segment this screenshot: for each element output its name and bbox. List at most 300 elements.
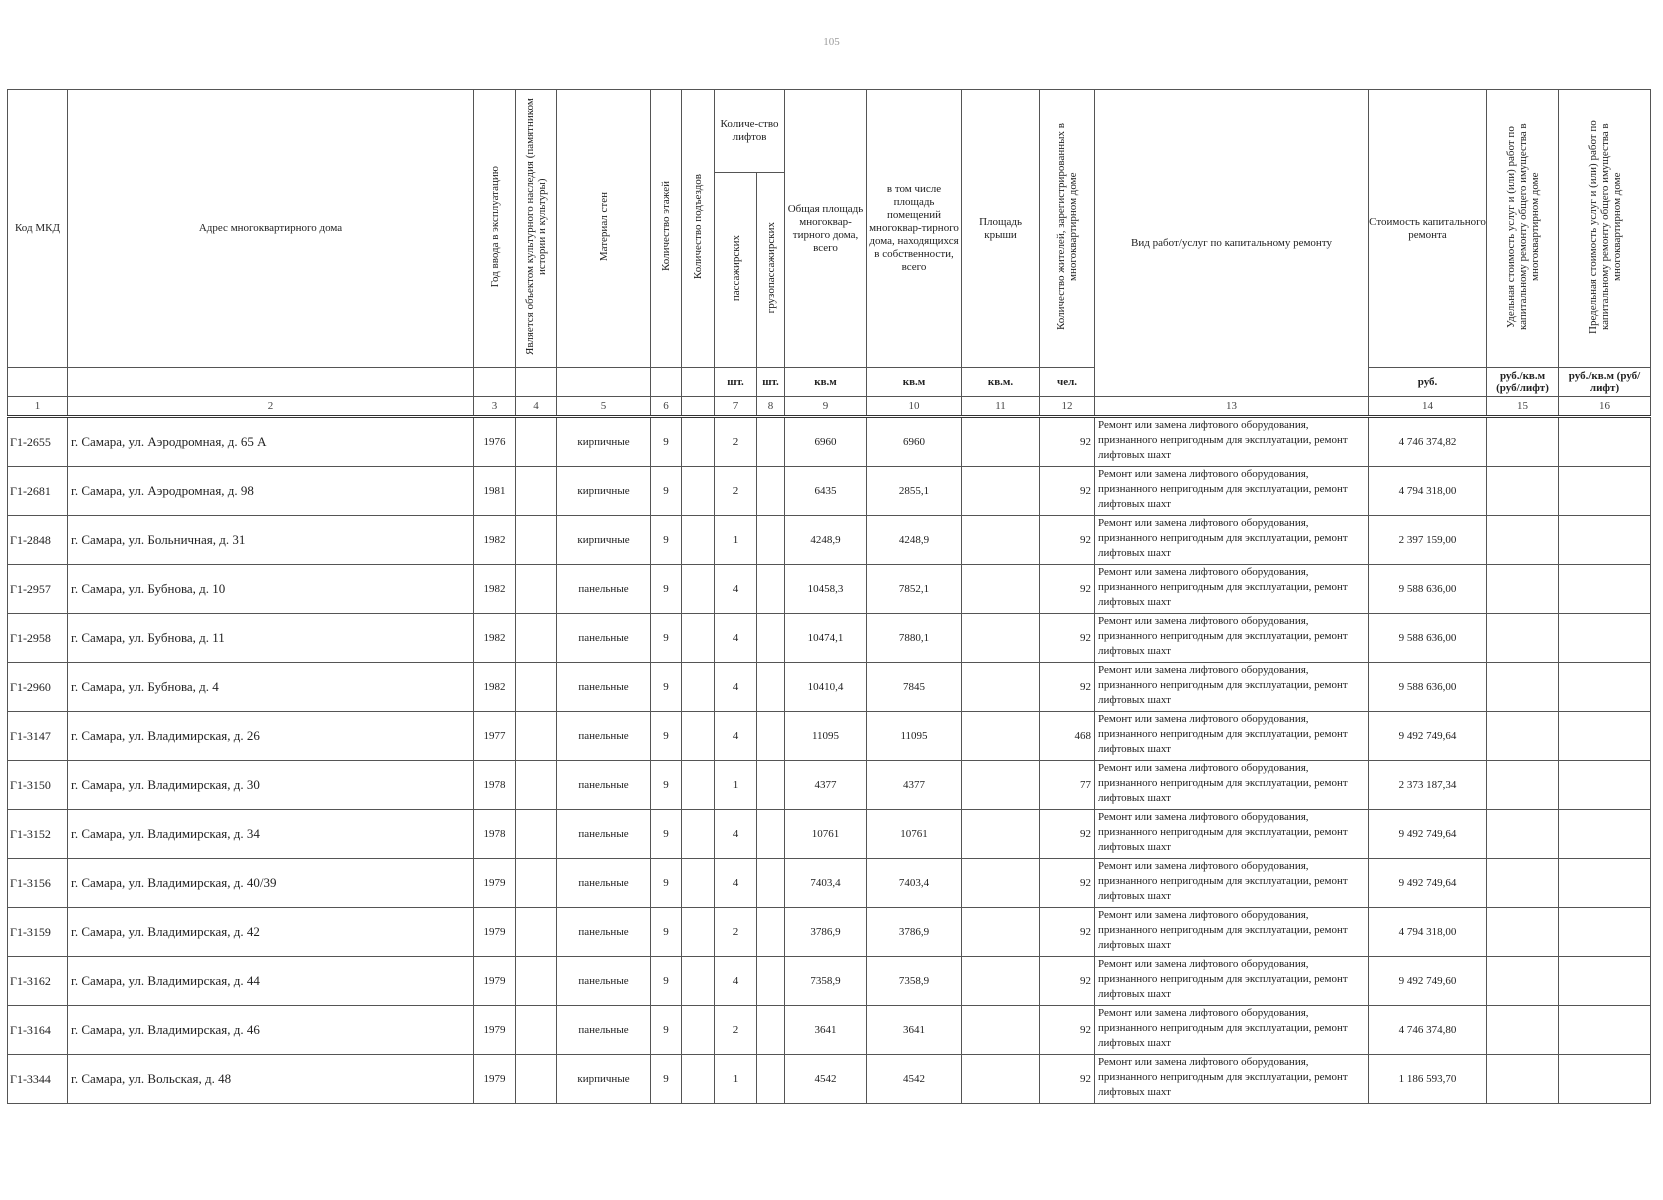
header-entrances xyxy=(682,90,715,368)
cell-owned-area: 4542 xyxy=(867,1055,962,1104)
cell-roof-area xyxy=(962,712,1040,761)
column-numbers-row xyxy=(8,397,1651,417)
unit-sqm-owned: кв.м xyxy=(867,368,962,397)
cell-passenger-elevators: 2 xyxy=(715,908,757,957)
cell-material: кирпичные xyxy=(557,417,651,467)
cell-passenger-elevators: 4 xyxy=(715,859,757,908)
header-cost: Стоимость капитального ремонта xyxy=(1369,90,1487,368)
cell-work-type: Ремонт или замена лифтового оборудования, признанного непригодным для эксплуатации, ремонт лифтовых шахт xyxy=(1095,1006,1369,1055)
header-address: Адрес многоквартирного дома xyxy=(68,90,474,368)
cell-year: 1982 xyxy=(474,516,516,565)
cell-residents: 468 xyxy=(1040,712,1095,761)
header-passenger-text: пассажирских xyxy=(729,234,742,302)
header-max-cost-text: Предельная стоимость услуг и (или) работ по капитальному ремонту общего имущества в многоквартирном доме xyxy=(1586,119,1623,334)
cell-address: г. Самара, ул. Владимирская, д. 40/39 xyxy=(68,859,474,908)
cell-floors: 9 xyxy=(651,417,682,467)
cell-total-area: 10761 xyxy=(785,810,867,859)
cell-floors: 9 xyxy=(651,957,682,1006)
cell-roof-area xyxy=(962,614,1040,663)
cell-entrances xyxy=(682,1006,715,1055)
cell-address: г. Самара, ул. Аэродромная, д. 98 xyxy=(68,467,474,516)
cell-max-cost xyxy=(1559,1055,1651,1104)
cell-passenger-elevators: 4 xyxy=(715,810,757,859)
cell-address: г. Самара, ул. Бубнова, д. 10 xyxy=(68,565,474,614)
cell-work-type: Ремонт или замена лифтового оборудования, признанного непригодным для эксплуатации, ремонт лифтовых шахт xyxy=(1095,663,1369,712)
cell-residents: 92 xyxy=(1040,908,1095,957)
cell-unit-cost xyxy=(1487,908,1559,957)
cell-floors: 9 xyxy=(651,908,682,957)
cell-cost: 1 186 593,70 xyxy=(1369,1055,1487,1104)
unit-pcs-freight: шт. xyxy=(757,368,785,397)
cell-passenger-elevators: 4 xyxy=(715,614,757,663)
cell-material: панельные xyxy=(557,859,651,908)
unit-empty xyxy=(8,368,68,397)
cell-passenger-elevators: 4 xyxy=(715,957,757,1006)
cell-max-cost xyxy=(1559,565,1651,614)
header-heritage-text: Является объектом культурного наследия (памятником истории и культуры) xyxy=(524,98,548,355)
cell-passenger-elevators: 2 xyxy=(715,467,757,516)
cell-entrances xyxy=(682,417,715,467)
table-row xyxy=(8,712,1651,761)
cell-material: панельные xyxy=(557,663,651,712)
column-number: 8 xyxy=(757,397,785,417)
cell-heritage xyxy=(516,712,557,761)
cell-roof-area xyxy=(962,810,1040,859)
cell-material: кирпичные xyxy=(557,516,651,565)
cell-unit-cost xyxy=(1487,1055,1559,1104)
header-freight-text: грузопассажирских xyxy=(764,222,777,314)
capital-repair-table xyxy=(7,89,1651,1104)
cell-total-area: 6960 xyxy=(785,417,867,467)
cell-work-type: Ремонт или замена лифтового оборудования, признанного непригодным для эксплуатации, ремонт лифтовых шахт xyxy=(1095,417,1369,467)
cell-residents: 77 xyxy=(1040,761,1095,810)
cell-entrances xyxy=(682,712,715,761)
column-number: 13 xyxy=(1095,397,1369,417)
cell-code: Г1-2681 xyxy=(8,467,68,516)
cell-unit-cost xyxy=(1487,712,1559,761)
cell-code: Г1-3164 xyxy=(8,1006,68,1055)
cell-owned-area: 4377 xyxy=(867,761,962,810)
cell-passenger-elevators: 4 xyxy=(715,663,757,712)
cell-roof-area xyxy=(962,957,1040,1006)
cell-total-area: 7358,9 xyxy=(785,957,867,1006)
cell-cost: 4 746 374,82 xyxy=(1369,417,1487,467)
cell-code: Г1-3156 xyxy=(8,859,68,908)
unit-empty xyxy=(557,368,651,397)
cell-freight-elevators xyxy=(757,1055,785,1104)
cell-cost: 9 588 636,00 xyxy=(1369,614,1487,663)
cell-code: Г1-2960 xyxy=(8,663,68,712)
cell-freight-elevators xyxy=(757,516,785,565)
cell-address: г. Самара, ул. Бубнова, д. 4 xyxy=(68,663,474,712)
cell-roof-area xyxy=(962,761,1040,810)
column-number: 14 xyxy=(1369,397,1487,417)
cell-cost: 9 492 749,64 xyxy=(1369,712,1487,761)
cell-address: г. Самара, ул. Владимирская, д. 34 xyxy=(68,810,474,859)
unit-sqm-roof: кв.м. xyxy=(962,368,1040,397)
cell-owned-area: 6960 xyxy=(867,417,962,467)
page-number: 105 xyxy=(823,36,840,48)
cell-work-type: Ремонт или замена лифтового оборудования, признанного непригодным для эксплуатации, ремонт лифтовых шахт xyxy=(1095,712,1369,761)
cell-work-type: Ремонт или замена лифтового оборудования, признанного непригодным для эксплуатации, ремонт лифтовых шахт xyxy=(1095,1055,1369,1104)
cell-max-cost xyxy=(1559,859,1651,908)
cell-total-area: 3786,9 xyxy=(785,908,867,957)
column-number: 12 xyxy=(1040,397,1095,417)
cell-work-type: Ремонт или замена лифтового оборудования, признанного непригодным для эксплуатации, ремонт лифтовых шахт xyxy=(1095,467,1369,516)
cell-heritage xyxy=(516,908,557,957)
cell-residents: 92 xyxy=(1040,516,1095,565)
cell-passenger-elevators: 4 xyxy=(715,712,757,761)
cell-residents: 92 xyxy=(1040,1055,1095,1104)
cell-max-cost xyxy=(1559,810,1651,859)
header-wall-material xyxy=(557,90,651,368)
unit-empty xyxy=(516,368,557,397)
cell-residents: 92 xyxy=(1040,810,1095,859)
cell-owned-area: 10761 xyxy=(867,810,962,859)
header-work-type: Вид работ/услуг по капитальному ремонту xyxy=(1095,90,1369,397)
table-row xyxy=(8,417,1651,467)
cell-code: Г1-3147 xyxy=(8,712,68,761)
cell-work-type: Ремонт или замена лифтового оборудования, признанного непригодным для эксплуатации, ремонт лифтовых шахт xyxy=(1095,908,1369,957)
cell-owned-area: 7403,4 xyxy=(867,859,962,908)
cell-cost: 9 492 749,64 xyxy=(1369,859,1487,908)
cell-max-cost xyxy=(1559,712,1651,761)
cell-unit-cost xyxy=(1487,467,1559,516)
cell-material: панельные xyxy=(557,565,651,614)
cell-passenger-elevators: 1 xyxy=(715,516,757,565)
cell-freight-elevators xyxy=(757,663,785,712)
cell-work-type: Ремонт или замена лифтового оборудования, признанного непригодным для эксплуатации, ремонт лифтовых шахт xyxy=(1095,614,1369,663)
cell-max-cost xyxy=(1559,467,1651,516)
cell-entrances xyxy=(682,663,715,712)
table-row xyxy=(8,1055,1651,1104)
cell-code: Г1-3152 xyxy=(8,810,68,859)
cell-material: панельные xyxy=(557,1006,651,1055)
table-row xyxy=(8,810,1651,859)
cell-total-area: 6435 xyxy=(785,467,867,516)
cell-residents: 92 xyxy=(1040,859,1095,908)
cell-total-area: 4377 xyxy=(785,761,867,810)
cell-heritage xyxy=(516,565,557,614)
cell-entrances xyxy=(682,957,715,1006)
cell-cost: 4 794 318,00 xyxy=(1369,908,1487,957)
header-total-area: Общая площадь многоквар-тирного дома, всего xyxy=(785,90,867,368)
cell-floors: 9 xyxy=(651,614,682,663)
unit-empty xyxy=(651,368,682,397)
header-code: Код МКД xyxy=(8,90,68,368)
unit-rub: руб. xyxy=(1369,368,1487,397)
table-row xyxy=(8,467,1651,516)
cell-floors: 9 xyxy=(651,859,682,908)
cell-heritage xyxy=(516,957,557,1006)
column-number: 3 xyxy=(474,397,516,417)
header-heritage xyxy=(516,90,557,368)
unit-pcs-passenger: шт. xyxy=(715,368,757,397)
cell-address: г. Самара, ул. Вольская, д. 48 xyxy=(68,1055,474,1104)
column-number: 10 xyxy=(867,397,962,417)
cell-floors: 9 xyxy=(651,761,682,810)
cell-year: 1979 xyxy=(474,1055,516,1104)
cell-max-cost xyxy=(1559,908,1651,957)
cell-residents: 92 xyxy=(1040,663,1095,712)
cell-total-area: 10410,4 xyxy=(785,663,867,712)
cell-freight-elevators xyxy=(757,1006,785,1055)
cell-total-area: 4248,9 xyxy=(785,516,867,565)
cell-total-area: 11095 xyxy=(785,712,867,761)
cell-year: 1982 xyxy=(474,614,516,663)
cell-year: 1977 xyxy=(474,712,516,761)
column-number: 7 xyxy=(715,397,757,417)
cell-owned-area: 7358,9 xyxy=(867,957,962,1006)
cell-residents: 92 xyxy=(1040,417,1095,467)
cell-code: Г1-3162 xyxy=(8,957,68,1006)
cell-heritage xyxy=(516,810,557,859)
cell-heritage xyxy=(516,1006,557,1055)
header-freight xyxy=(757,173,785,368)
header-year-text: Год ввода в эксплуатацию xyxy=(488,165,501,288)
cell-total-area: 7403,4 xyxy=(785,859,867,908)
column-number: 16 xyxy=(1559,397,1651,417)
cell-max-cost xyxy=(1559,1006,1651,1055)
cell-code: Г1-2655 xyxy=(8,417,68,467)
cell-cost: 9 588 636,00 xyxy=(1369,565,1487,614)
table-row xyxy=(8,957,1651,1006)
cell-total-area: 10458,3 xyxy=(785,565,867,614)
cell-code: Г1-3159 xyxy=(8,908,68,957)
cell-floors: 9 xyxy=(651,1055,682,1104)
header-wall-material-text: Материал стен xyxy=(597,191,610,262)
unit-empty xyxy=(682,368,715,397)
cell-address: г. Самара, ул. Владимирская, д. 46 xyxy=(68,1006,474,1055)
cell-passenger-elevators: 1 xyxy=(715,761,757,810)
cell-address: г. Самара, ул. Владимирская, д. 30 xyxy=(68,761,474,810)
cell-unit-cost xyxy=(1487,417,1559,467)
cell-unit-cost xyxy=(1487,565,1559,614)
cell-unit-cost xyxy=(1487,859,1559,908)
cell-floors: 9 xyxy=(651,565,682,614)
cell-max-cost xyxy=(1559,417,1651,467)
cell-passenger-elevators: 2 xyxy=(715,417,757,467)
cell-cost: 9 588 636,00 xyxy=(1369,663,1487,712)
cell-material: панельные xyxy=(557,908,651,957)
cell-roof-area xyxy=(962,516,1040,565)
unit-sqm-total: кв.м xyxy=(785,368,867,397)
cell-address: г. Самара, ул. Больничная, д. 31 xyxy=(68,516,474,565)
cell-residents: 92 xyxy=(1040,467,1095,516)
cell-residents: 92 xyxy=(1040,614,1095,663)
table-row xyxy=(8,1006,1651,1055)
cell-entrances xyxy=(682,565,715,614)
cell-roof-area xyxy=(962,467,1040,516)
cell-address: г. Самара, ул. Владимирская, д. 26 xyxy=(68,712,474,761)
cell-max-cost xyxy=(1559,663,1651,712)
cell-passenger-elevators: 2 xyxy=(715,1006,757,1055)
cell-freight-elevators xyxy=(757,467,785,516)
cell-code: Г1-2958 xyxy=(8,614,68,663)
table-body xyxy=(8,397,1651,1104)
cell-floors: 9 xyxy=(651,516,682,565)
table-row xyxy=(8,908,1651,957)
cell-address: г. Самара, ул. Владимирская, д. 42 xyxy=(68,908,474,957)
cell-freight-elevators xyxy=(757,810,785,859)
header-max-cost xyxy=(1559,90,1651,368)
unit-rub-sqm-max: руб./кв.м (руб/лифт) xyxy=(1559,368,1651,397)
cell-freight-elevators xyxy=(757,957,785,1006)
header-owned-area: в том числе площадь помещений многоквар-тирного дома, находящихся в собственности, всего xyxy=(867,90,962,368)
cell-work-type: Ремонт или замена лифтового оборудования, признанного непригодным для эксплуатации, ремонт лифтовых шахт xyxy=(1095,859,1369,908)
cell-entrances xyxy=(682,810,715,859)
cell-cost: 9 492 749,60 xyxy=(1369,957,1487,1006)
cell-cost: 2 397 159,00 xyxy=(1369,516,1487,565)
cell-year: 1979 xyxy=(474,859,516,908)
cell-freight-elevators xyxy=(757,417,785,467)
cell-passenger-elevators: 1 xyxy=(715,1055,757,1104)
column-number: 11 xyxy=(962,397,1040,417)
cell-freight-elevators xyxy=(757,565,785,614)
cell-cost: 4 794 318,00 xyxy=(1369,467,1487,516)
cell-floors: 9 xyxy=(651,467,682,516)
cell-freight-elevators xyxy=(757,859,785,908)
cell-code: Г1-3344 xyxy=(8,1055,68,1104)
table-row xyxy=(8,565,1651,614)
cell-unit-cost xyxy=(1487,957,1559,1006)
cell-material: панельные xyxy=(557,810,651,859)
cell-roof-area xyxy=(962,663,1040,712)
unit-people: чел. xyxy=(1040,368,1095,397)
cell-unit-cost xyxy=(1487,614,1559,663)
cell-year: 1982 xyxy=(474,663,516,712)
cell-residents: 92 xyxy=(1040,957,1095,1006)
cell-floors: 9 xyxy=(651,1006,682,1055)
cell-year: 1979 xyxy=(474,908,516,957)
cell-roof-area xyxy=(962,1055,1040,1104)
header-elevators: Количе-ство лифтов xyxy=(715,90,785,173)
cell-code: Г1-2957 xyxy=(8,565,68,614)
cell-code: Г1-2848 xyxy=(8,516,68,565)
cell-unit-cost xyxy=(1487,516,1559,565)
column-number: 2 xyxy=(68,397,474,417)
header-floors xyxy=(651,90,682,368)
cell-unit-cost xyxy=(1487,761,1559,810)
table-row xyxy=(8,859,1651,908)
cell-heritage xyxy=(516,1055,557,1104)
header-year xyxy=(474,90,516,368)
cell-heritage xyxy=(516,761,557,810)
cell-work-type: Ремонт или замена лифтового оборудования, признанного непригодным для эксплуатации, ремонт лифтовых шахт xyxy=(1095,516,1369,565)
cell-entrances xyxy=(682,467,715,516)
cell-floors: 9 xyxy=(651,712,682,761)
cell-entrances xyxy=(682,908,715,957)
cell-material: панельные xyxy=(557,957,651,1006)
header-entrances-text: Количество подъездов xyxy=(692,173,704,280)
cell-year: 1976 xyxy=(474,417,516,467)
cell-heritage xyxy=(516,859,557,908)
cell-total-area: 3641 xyxy=(785,1006,867,1055)
cell-heritage xyxy=(516,467,557,516)
header-row xyxy=(8,90,1651,173)
cell-freight-elevators xyxy=(757,908,785,957)
table-row xyxy=(8,663,1651,712)
cell-freight-elevators xyxy=(757,761,785,810)
table-row xyxy=(8,614,1651,663)
column-number: 9 xyxy=(785,397,867,417)
cell-work-type: Ремонт или замена лифтового оборудования, признанного непригодным для эксплуатации, ремонт лифтовых шахт xyxy=(1095,761,1369,810)
cell-floors: 9 xyxy=(651,663,682,712)
cell-heritage xyxy=(516,516,557,565)
cell-total-area: 4542 xyxy=(785,1055,867,1104)
cell-code: Г1-3150 xyxy=(8,761,68,810)
cell-material: панельные xyxy=(557,712,651,761)
cell-owned-area: 11095 xyxy=(867,712,962,761)
cell-material: кирпичные xyxy=(557,1055,651,1104)
unit-empty xyxy=(68,368,474,397)
cell-unit-cost xyxy=(1487,663,1559,712)
cell-max-cost xyxy=(1559,761,1651,810)
cell-owned-area: 7880,1 xyxy=(867,614,962,663)
cell-owned-area: 2855,1 xyxy=(867,467,962,516)
cell-residents: 92 xyxy=(1040,565,1095,614)
cell-entrances xyxy=(682,516,715,565)
cell-roof-area xyxy=(962,417,1040,467)
cell-freight-elevators xyxy=(757,614,785,663)
cell-year: 1978 xyxy=(474,761,516,810)
cell-owned-area: 3641 xyxy=(867,1006,962,1055)
cell-material: панельные xyxy=(557,761,651,810)
cell-work-type: Ремонт или замена лифтового оборудования, признанного непригодным для эксплуатации, ремонт лифтовых шахт xyxy=(1095,957,1369,1006)
cell-max-cost xyxy=(1559,957,1651,1006)
cell-heritage xyxy=(516,663,557,712)
cell-owned-area: 7845 xyxy=(867,663,962,712)
cell-address: г. Самара, ул. Владимирская, д. 44 xyxy=(68,957,474,1006)
cell-owned-area: 3786,9 xyxy=(867,908,962,957)
cell-work-type: Ремонт или замена лифтового оборудования, признанного непригодным для эксплуатации, ремонт лифтовых шахт xyxy=(1095,810,1369,859)
cell-freight-elevators xyxy=(757,712,785,761)
unit-empty xyxy=(474,368,516,397)
cell-material: панельные xyxy=(557,614,651,663)
cell-roof-area xyxy=(962,1006,1040,1055)
column-number: 6 xyxy=(651,397,682,417)
cell-year: 1982 xyxy=(474,565,516,614)
header-residents xyxy=(1040,90,1095,368)
cell-unit-cost xyxy=(1487,810,1559,859)
unit-rub-sqm-unit: руб./кв.м (руб/лифт) xyxy=(1487,368,1559,397)
column-number xyxy=(682,397,715,417)
cell-cost: 2 373 187,34 xyxy=(1369,761,1487,810)
cell-entrances xyxy=(682,761,715,810)
cell-year: 1979 xyxy=(474,1006,516,1055)
cell-address: г. Самара, ул. Аэродромная, д. 65 А xyxy=(68,417,474,467)
cell-material: кирпичные xyxy=(557,467,651,516)
header-unit-cost xyxy=(1487,90,1559,368)
cell-heritage xyxy=(516,614,557,663)
cell-max-cost xyxy=(1559,614,1651,663)
cell-floors: 9 xyxy=(651,810,682,859)
column-number: 15 xyxy=(1487,397,1559,417)
cell-max-cost xyxy=(1559,516,1651,565)
cell-year: 1978 xyxy=(474,810,516,859)
table-row xyxy=(8,761,1651,810)
cell-passenger-elevators: 4 xyxy=(715,565,757,614)
table-row xyxy=(8,516,1651,565)
cell-unit-cost xyxy=(1487,1006,1559,1055)
cell-owned-area: 4248,9 xyxy=(867,516,962,565)
header-roof-area: Площадь крыши xyxy=(962,90,1040,368)
column-number: 5 xyxy=(557,397,651,417)
cell-entrances xyxy=(682,614,715,663)
cell-residents: 92 xyxy=(1040,1006,1095,1055)
units-row xyxy=(8,368,1651,397)
cell-address: г. Самара, ул. Бубнова, д. 11 xyxy=(68,614,474,663)
